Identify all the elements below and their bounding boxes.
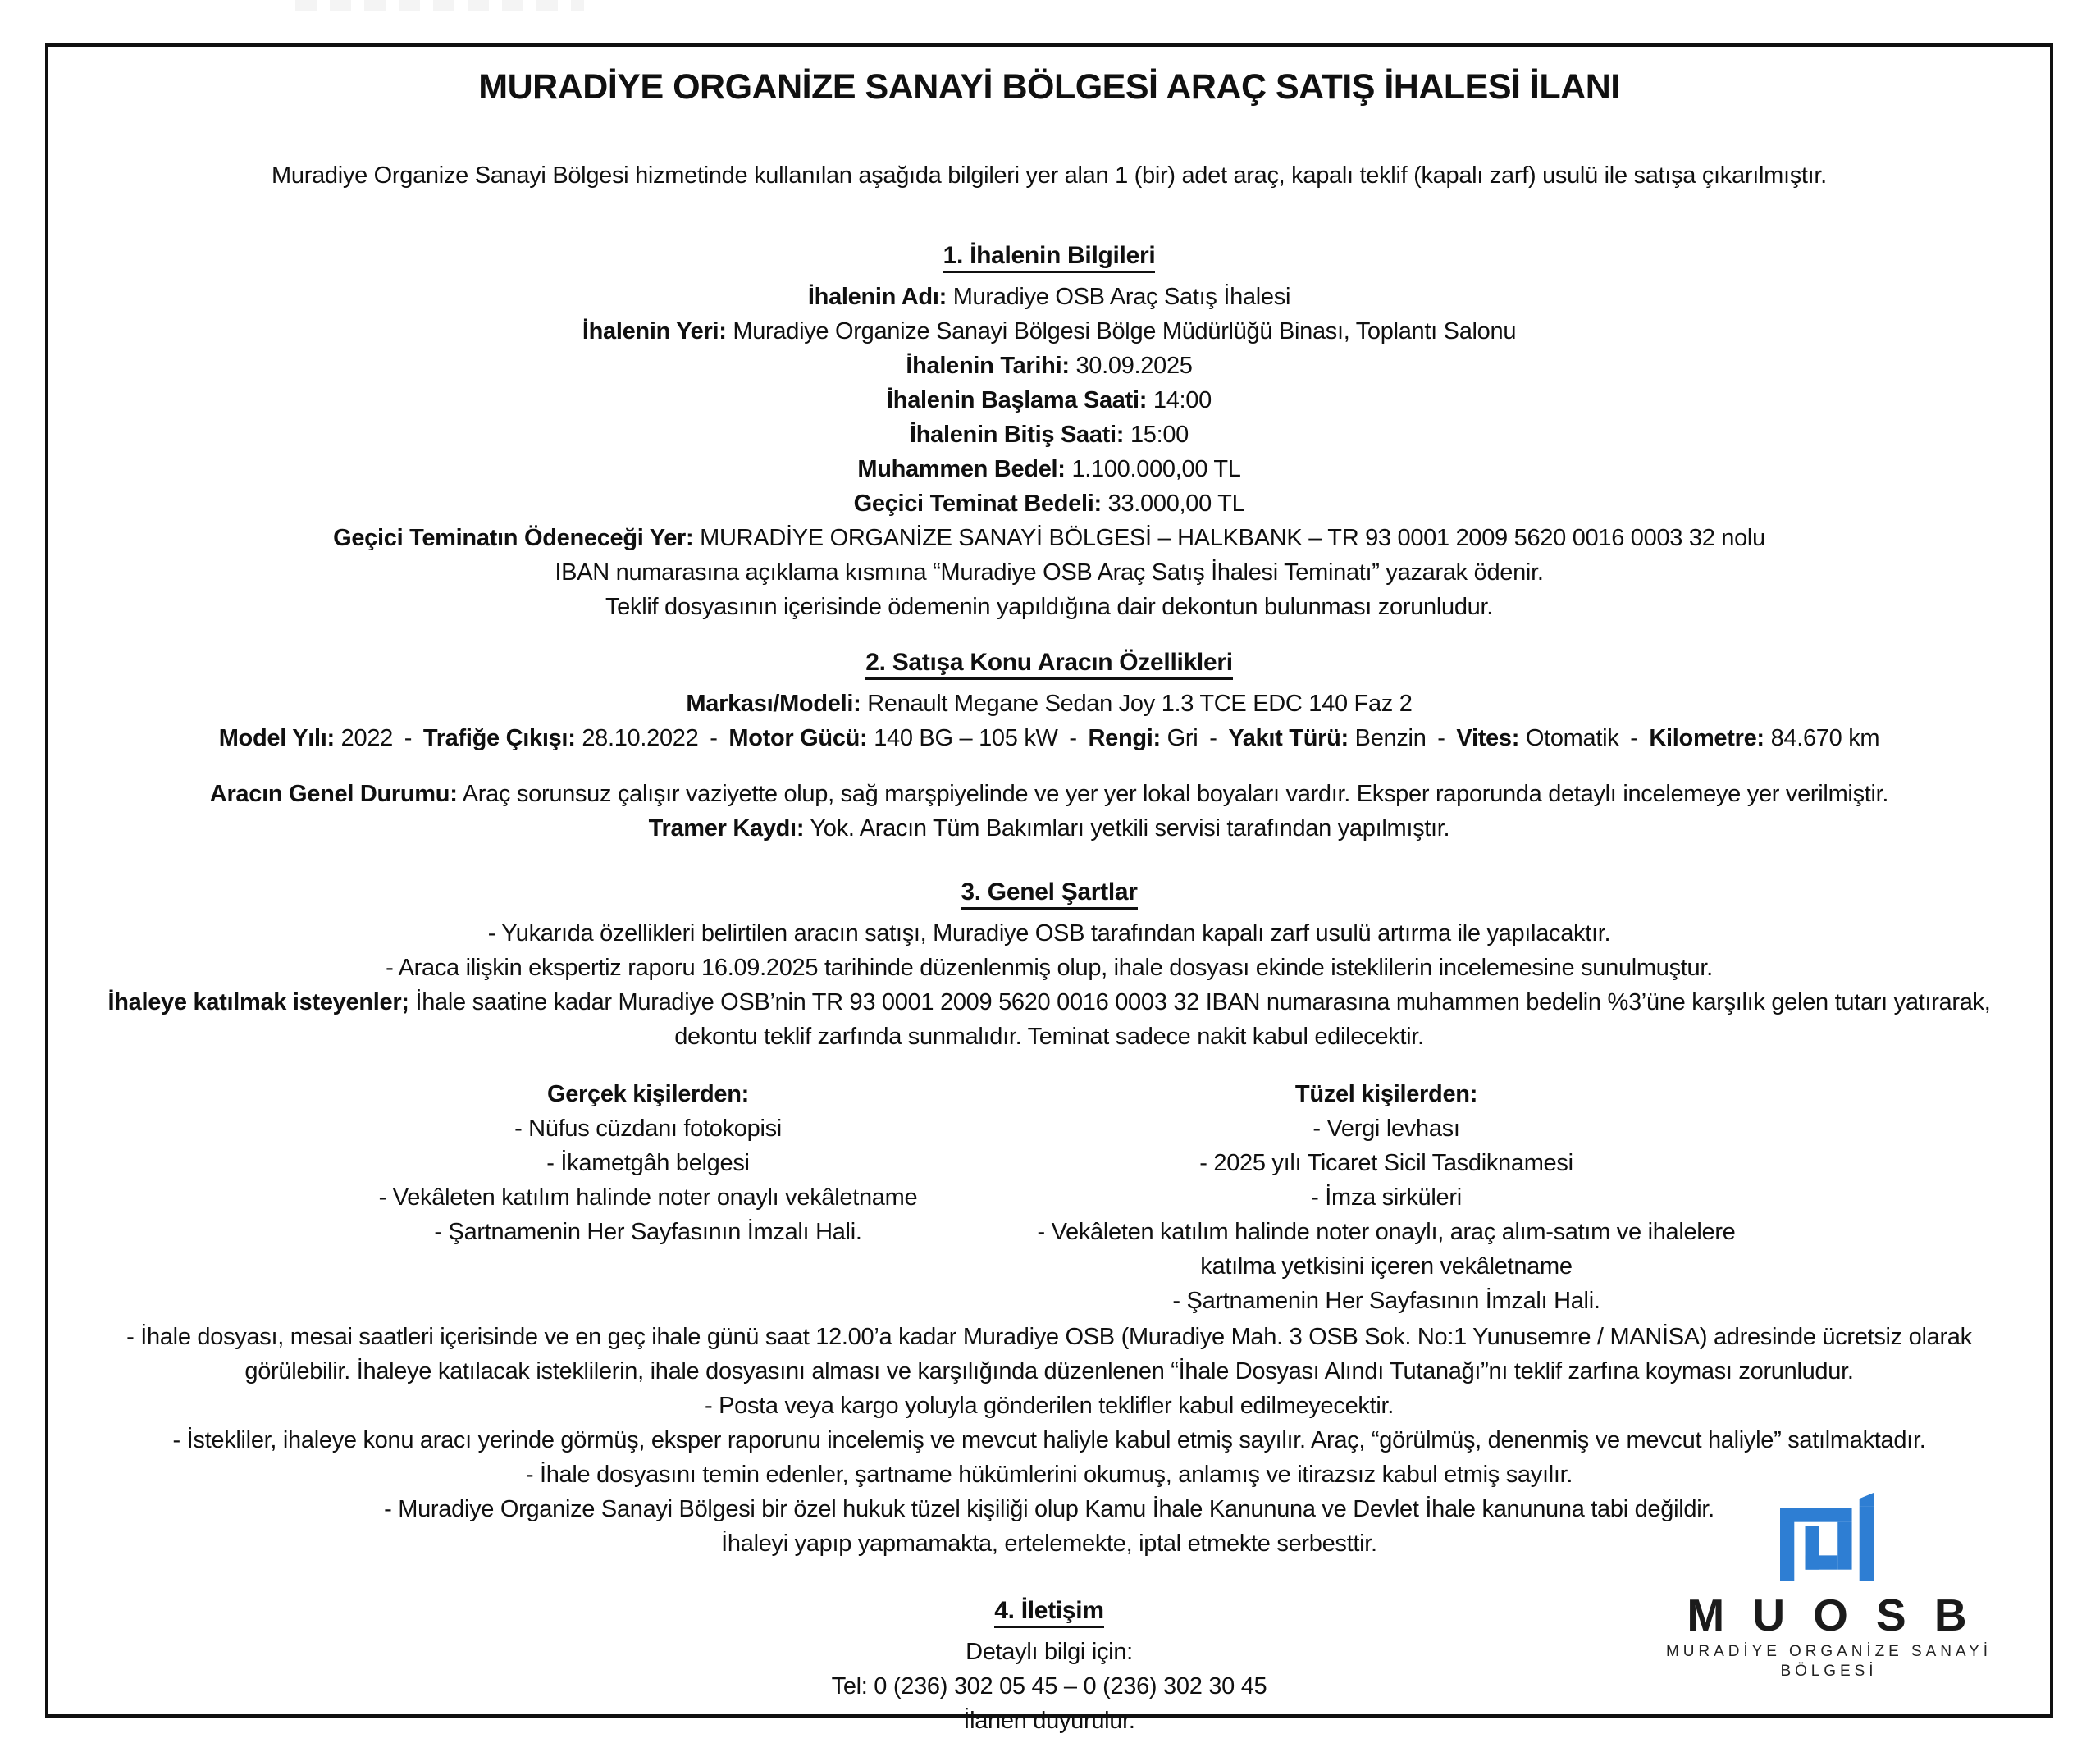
participation-lead: İhaleye katılmak isteyenler; [107, 989, 409, 1015]
info-row [98, 383, 2001, 417]
natural-persons-item: - İkametgâh belgesi [546, 1150, 750, 1176]
legal-persons-item: - Vergi levhası [1312, 1115, 1460, 1142]
terms-bullet: - Araca ilişkin ekspertiz raporu 16.09.2025 tarihinde düzenlenmiş olup, ihale dosyası ekinde isteklilerin incelemesine sunulmuştur. [386, 955, 1713, 981]
natural-persons-item: - Şartnamenin Her Sayfasının İmzalı Hali. [434, 1219, 862, 1245]
document-sheet [45, 43, 2053, 1734]
tramer-row [98, 811, 2001, 846]
info-row [98, 417, 2001, 452]
legal-persons-heading: Tüzel kişilerden: [1294, 1081, 1478, 1107]
spec-value: 84.670 km [1770, 725, 1880, 751]
info-row-label: İhalenin Tarihi: [906, 353, 1070, 379]
intro-paragraph: Muradiye Organize Sanayi Bölgesi hizmetinde kullanılan aşağıda bilgileri yer alan 1 (bir) adet araç, kapalı teklif (kapalı zarf) usulü ile satışa çıkarılmıştır. [272, 162, 1827, 189]
spec-value: 140 BG – 105 kW [874, 725, 1058, 751]
section-2-heading: 2. Satışa Konu Aracın Özellikleri [98, 646, 2001, 680]
info-row-value: MURADİYE ORGANİZE SANAYİ BÖLGESİ – HALKBANK – TR 93 0001 2009 5620 0016 0003 32 nolu [700, 525, 1765, 551]
muosb-logo [1655, 1493, 1999, 1681]
tramer-label: Tramer Kaydı: [648, 815, 805, 842]
info-row [98, 280, 2001, 314]
info-row [98, 314, 2001, 349]
section-1-heading: 1. İhalenin Bilgileri [98, 239, 2001, 273]
spec-value: 28.10.2022 [582, 725, 699, 751]
spec-label: Rengi: [1088, 725, 1161, 751]
legal-persons-item: - İmza sirküleri [1311, 1184, 1462, 1211]
info-row-value: 1.100.000,00 TL [1071, 456, 1241, 482]
legal-persons-column [1017, 1077, 1755, 1318]
participation-text: İhale saatine kadar Muradiye OSB’nin TR 93 0001 2009 5620 0016 0003 32 IBAN numarasına muhammen bedelin %3’üne karşılık gelen tutarı yatırarak, dekontu teklif zarfında sunmalıdır. Teminat sadece nakit kabul edilecektir. [415, 989, 1991, 1050]
spec-value: 2022 [340, 725, 393, 751]
spec-value: Gri [1166, 725, 1198, 751]
legal-persons-item: - 2025 yılı Ticaret Sicil Tasdiknamesi [1199, 1150, 1573, 1176]
spec-value: Benzin [1354, 725, 1427, 751]
spec-label: Kilometre: [1649, 725, 1764, 751]
tramer-value: Yok. Aracın Tüm Bakımları yetkili servisi tarafından yapılmıştır. [810, 815, 1450, 842]
info-row-value: Muradiye OSB Araç Satış İhalesi [952, 284, 1291, 310]
condition-label: Aracın Genel Durumu: [209, 781, 458, 807]
brand-model-value: Renault Megane Sedan Joy 1.3 TCE EDC 140 Faz 2 [867, 691, 1413, 717]
closing-line: İhaleyi yapıp yapmamakta, ertelemekte, iptal etmekte serbesttir. [721, 1531, 1377, 1557]
bottom-terms-bullet: - İhale dosyasını temin edenler, şartname hükümlerini okumuş, anlamış ve itirazsız kabul etmiş sayılır. [525, 1462, 1573, 1488]
info-row-value: 30.09.2025 [1075, 353, 1193, 379]
natural-persons-heading: Gerçek kişilerden: [546, 1081, 750, 1107]
receipt-note-line: Teklif dosyasının içerisinde ödemenin yapıldığına dair dekontun bulunması zorunludur. [605, 594, 1493, 620]
requirements-columns [98, 1077, 2001, 1314]
info-row [98, 521, 2001, 555]
spec-separator: - [710, 725, 718, 751]
contact-note: Detaylı bilgi için: [966, 1639, 1133, 1665]
logo-acronym: MUOSB [1687, 1590, 1995, 1640]
bottom-terms-bullet: - İstekliler, ihaleye konu aracı yerinde görmüş, eksper raporunu incelemiş ve mevcut haliyle kabul etmiş sayılır. Araç, “görülmüş, denenmiş ve mevcut haliyle” satılmaktadır. [172, 1427, 1926, 1453]
phone-line: Tel: 0 (236) 302 05 45 – 0 (236) 302 30 45 [831, 1673, 1267, 1699]
info-row-label: İhalenin Yeri: [582, 318, 727, 344]
spec-separator: - [1209, 725, 1217, 751]
announcement-line: İlanen duyurulur. [963, 1708, 1135, 1734]
info-row-value: 33.000,00 TL [1107, 490, 1245, 517]
spec-label: Yakıt Türü: [1228, 725, 1349, 751]
muosb-mark-icon [1780, 1493, 1874, 1581]
info-row-label: İhalenin Adı: [807, 284, 947, 310]
natural-persons-item: - Vekâleten katılım halinde noter onaylı vekâletname [378, 1184, 918, 1211]
info-row-label: Geçici Teminat Bedeli: [853, 490, 1102, 517]
info-row-value: 15:00 [1130, 422, 1189, 448]
spec-label: Motor Gücü: [728, 725, 868, 751]
spec-label: Vites: [1456, 725, 1520, 751]
participation-paragraph [98, 985, 2001, 1054]
spec-label: Model Yılı: [218, 725, 335, 751]
bottom-terms-bullet: - İhale dosyası, mesai saatleri içerisinde ve en geç ihale günü saat 12.00’a kadar Muradiye OSB (Muradiye Mah. 3 OSB Sok. No:1 Yunusemre / MANİSA) adresinde ücretsiz olarak görülebilir. İhaleye katılacak isteklilerin, ihale dosyasını alması ve karşılığında düzenlenen “İhale Dosyası Alındı Tutanağı”nı teklif zarfına koyması zorunludur. [126, 1324, 1972, 1385]
natural-persons-item: - Nüfus cüzdanı fotokopisi [514, 1115, 782, 1142]
brand-model-label: Markası/Modeli: [686, 691, 861, 717]
info-row-label: İhalenin Başlama Saati: [887, 387, 1148, 413]
info-row-label: Geçici Teminatın Ödeneceği Yer: [333, 525, 694, 551]
spec-value: Otomatik [1525, 725, 1619, 751]
cropped-top-artifact [295, 0, 584, 11]
page-title: MURADİYE ORGANİZE SANAYİ BÖLGESİ ARAÇ SATIŞ İHALESİ İLANI [478, 67, 1620, 107]
spec-separator: - [1437, 725, 1445, 751]
logo-subtitle: MURADİYE ORGANİZE SANAYİ BÖLGESİ [1666, 1643, 1992, 1680]
section-3-heading: 3. Genel Şartlar [98, 875, 2001, 910]
section-4-heading: 4. İletişim [98, 1594, 2001, 1628]
legal-persons-item: - Vekâleten katılım halinde noter onaylı, araç alım-satım ve ihalelere katılma yetkisini içeren vekâletname [1037, 1219, 1736, 1280]
bottom-terms-bullet: - Muradiye Organize Sanayi Bölgesi bir özel hukuk tüzel kişiliği olup Kamu İhale Kanununa ve Devlet İhale kanununa tabi değildir. [384, 1496, 1714, 1522]
spec-separator: - [1630, 725, 1638, 751]
info-row [98, 349, 2001, 383]
natural-persons-column [197, 1077, 1099, 1249]
terms-bullet: - Yukarıda özellikleri belirtilen aracın satışı, Muradiye OSB tarafından kapalı zarf usulü artırma ile yapılacaktır. [487, 920, 1611, 947]
info-row-label: İhalenin Bitiş Saati: [909, 422, 1125, 448]
info-row-value: 14:00 [1153, 387, 1212, 413]
spec-separator: - [1069, 725, 1077, 751]
info-row [98, 486, 2001, 521]
info-row-label: Muhammen Bedel: [857, 456, 1066, 482]
iban-note-line: IBAN numarasına açıklama kısmına “Muradiye OSB Araç Satış İhalesi Teminatı” yazarak ödenir. [555, 559, 1544, 586]
spec-label: Trafiğe Çıkışı: [422, 725, 576, 751]
legal-persons-item: - Şartnamenin Her Sayfasının İmzalı Hali. [1172, 1288, 1600, 1314]
specs-row [98, 721, 2001, 755]
condition-row [98, 777, 2001, 811]
info-row-value: Muradiye Organize Sanayi Bölgesi Bölge Müdürlüğü Binası, Toplantı Salonu [733, 318, 1517, 344]
condition-value: Araç sorunsuz çalışır vaziyette olup, sağ marşpiyelinde ve yer yer lokal boyaları vardır. Eksper raporunda detaylı incelemeye yer verilmiştir. [462, 781, 1889, 807]
bottom-terms-bullet: - Posta veya kargo yoluyla gönderilen teklifler kabul edilmeyecektir. [704, 1393, 1395, 1419]
brand-model-row [98, 687, 2001, 721]
info-row [98, 452, 2001, 486]
spec-separator: - [404, 725, 413, 751]
